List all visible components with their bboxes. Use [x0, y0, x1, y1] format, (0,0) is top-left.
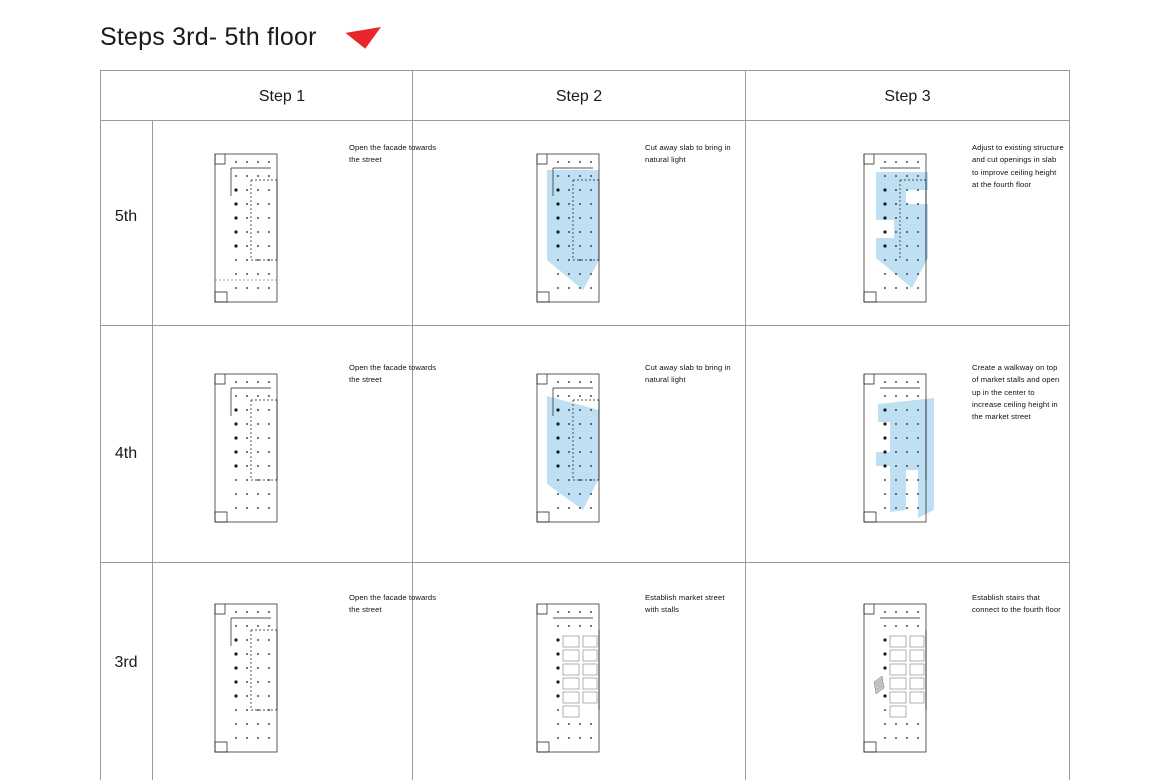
grid-line-row2-bottom: [100, 562, 1070, 563]
cell-note: Cut away slab to bring in natural light: [645, 363, 731, 385]
floorplan-svg: [523, 140, 643, 315]
cell-note: Establish market street with stalls: [645, 593, 725, 615]
stairs-icon: [874, 676, 884, 694]
floorplan-svg: [201, 140, 321, 315]
floorplan-3rd-step3: [850, 590, 970, 765]
cell-note: Open the facade towards the street: [349, 143, 437, 165]
cell-note: Cut away slab to bring in natural light: [645, 143, 731, 165]
floorplan-svg: [523, 360, 643, 535]
floorplan-5th-step3: [850, 140, 970, 315]
cell-3rd-step2: [413, 570, 746, 775]
grid-line-top: [100, 70, 1070, 71]
floorplan-svg: [850, 360, 970, 535]
cell-note: Establish stairs that connect to the fourth floor: [972, 593, 1061, 615]
row-label-3rd: 3rd: [114, 654, 138, 671]
cell-note: Adjust to existing structure and cut openings in slab to improve ceiling height at the fourth floor: [972, 143, 1064, 189]
floorplan-svg: [850, 140, 970, 315]
floorplan-3rd-step2: [523, 590, 643, 765]
cell-4th-step3: [746, 340, 1079, 545]
column-header-step-3: Step 3: [884, 88, 931, 105]
page-title: Steps 3rd- 5th floor: [100, 22, 317, 51]
cell-note: Open the facade towards the street: [349, 593, 437, 615]
floorplan-5th-step2: [523, 140, 643, 315]
grid-line-row1-bottom: [100, 325, 1070, 326]
floorplan-4th-step1: [201, 360, 321, 535]
cell-note: Open the facade towards the street: [349, 363, 437, 385]
floorplan-svg: [523, 590, 643, 765]
floorplan-4th-step3: [850, 360, 970, 535]
floorplan-svg: [850, 590, 970, 765]
row-label-4th: 4th: [114, 445, 138, 462]
cell-4th-step2: [413, 340, 746, 545]
floorplan-svg: [201, 590, 321, 765]
column-header-step-2: Step 2: [555, 88, 603, 105]
column-header-step-1: Step 1: [258, 88, 306, 105]
cell-3rd-step3: [746, 570, 1079, 775]
floorplan-5th-step1: [201, 140, 321, 315]
page-title-row: [100, 22, 383, 52]
row-label-5th: 5th: [114, 208, 138, 225]
floorplan-4th-step2: [523, 360, 643, 535]
cell-5th-step3: [746, 120, 1079, 325]
cell-note: Create a walkway on top of market stalls and open up in the center to increase ceiling height in the market street: [972, 363, 1060, 422]
north-arrow-icon: [343, 22, 383, 52]
cell-5th-step2: [413, 120, 746, 325]
grid-line-left: [100, 70, 101, 780]
floorplan-svg: [201, 360, 321, 535]
floorplan-3rd-step1: [201, 590, 321, 765]
